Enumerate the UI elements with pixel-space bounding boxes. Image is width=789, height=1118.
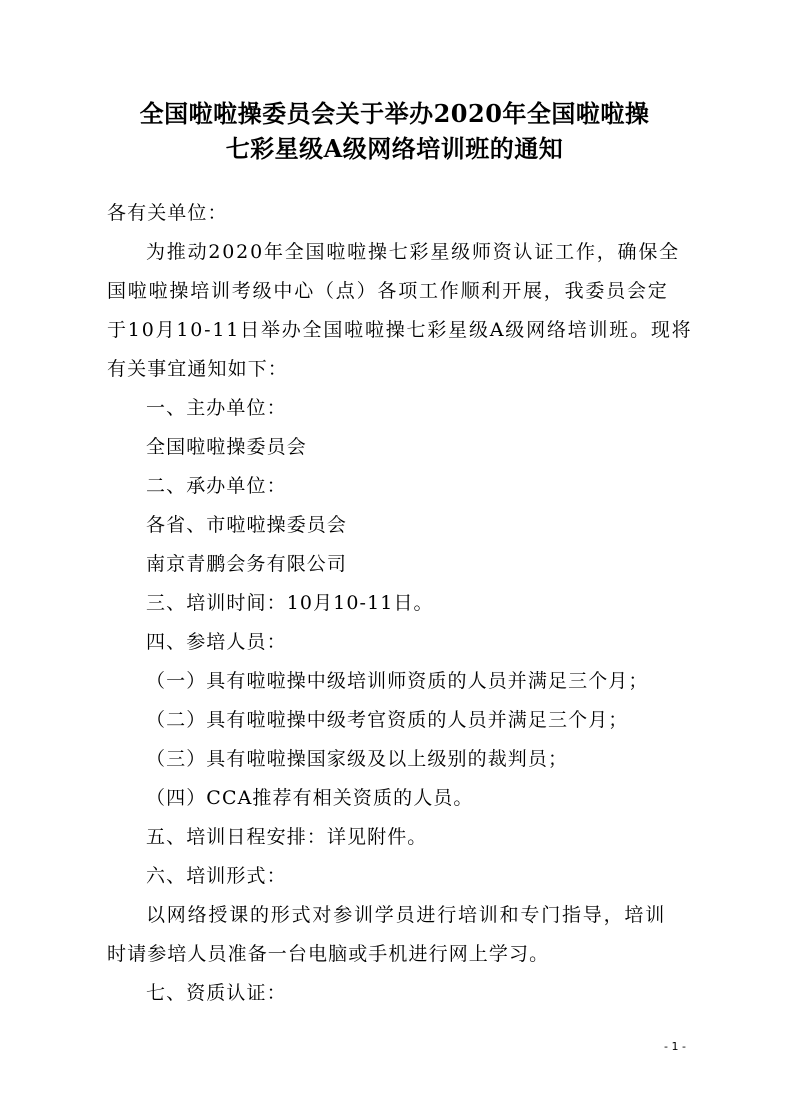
participant-item: （三）具有啦啦操国家级及以上级别的裁判员； [146,748,569,770]
intro-line: 有关事宜通知如下： [107,358,288,380]
salutation: 各有关单位： [107,202,228,224]
section-1-body: 全国啦啦操委员会 [146,436,307,458]
section-6-heading: 六、培训形式： [146,865,287,887]
section-5-schedule: 五、培训日程安排：详见附件。 [146,826,428,848]
section-1-heading: 一、主办单位： [146,397,287,419]
section-2-body: 各省、市啦啦操委员会 [146,514,348,536]
participant-item: （四）CCA推荐有相关资质的人员。 [146,787,474,809]
document-title-line-1: 全国啦啦操委员会关于举办2020年全国啦啦操 [139,99,650,128]
intro-line: 于10月10-11日举办全国啦啦操七彩星级A级网络培训班。现将 [107,319,693,341]
section-2-heading: 二、承办单位： [146,475,287,497]
section-2-body: 南京青鹏会务有限公司 [146,553,348,575]
intro-line: 国啦啦操培训考级中心（点）各项工作顺利开展，我委员会定 [107,280,669,302]
participant-item: （一）具有啦啦操中级培训师资质的人员并满足三个月； [146,670,649,692]
section-4-heading: 四、参培人员： [146,631,287,653]
section-7-heading: 七、资质认证： [146,982,287,1004]
participant-item: （二）具有啦啦操中级考官资质的人员并满足三个月； [146,709,629,731]
section-6-body: 以网络授课的形式对参训学员进行培训和专门指导，培训 [146,904,667,926]
intro-line: 为推动2020年全国啦啦操七彩星级师资认证工作，确保全 [146,241,680,263]
section-6-body: 时请参培人员准备一台电脑或手机进行网上学习。 [107,943,550,965]
section-3-training-time: 三、培训时间：10月10-11日。 [146,592,434,614]
page-number: - 1 - [664,1040,686,1053]
document-title-line-2: 七彩星级A级网络培训班的通知 [225,134,564,163]
